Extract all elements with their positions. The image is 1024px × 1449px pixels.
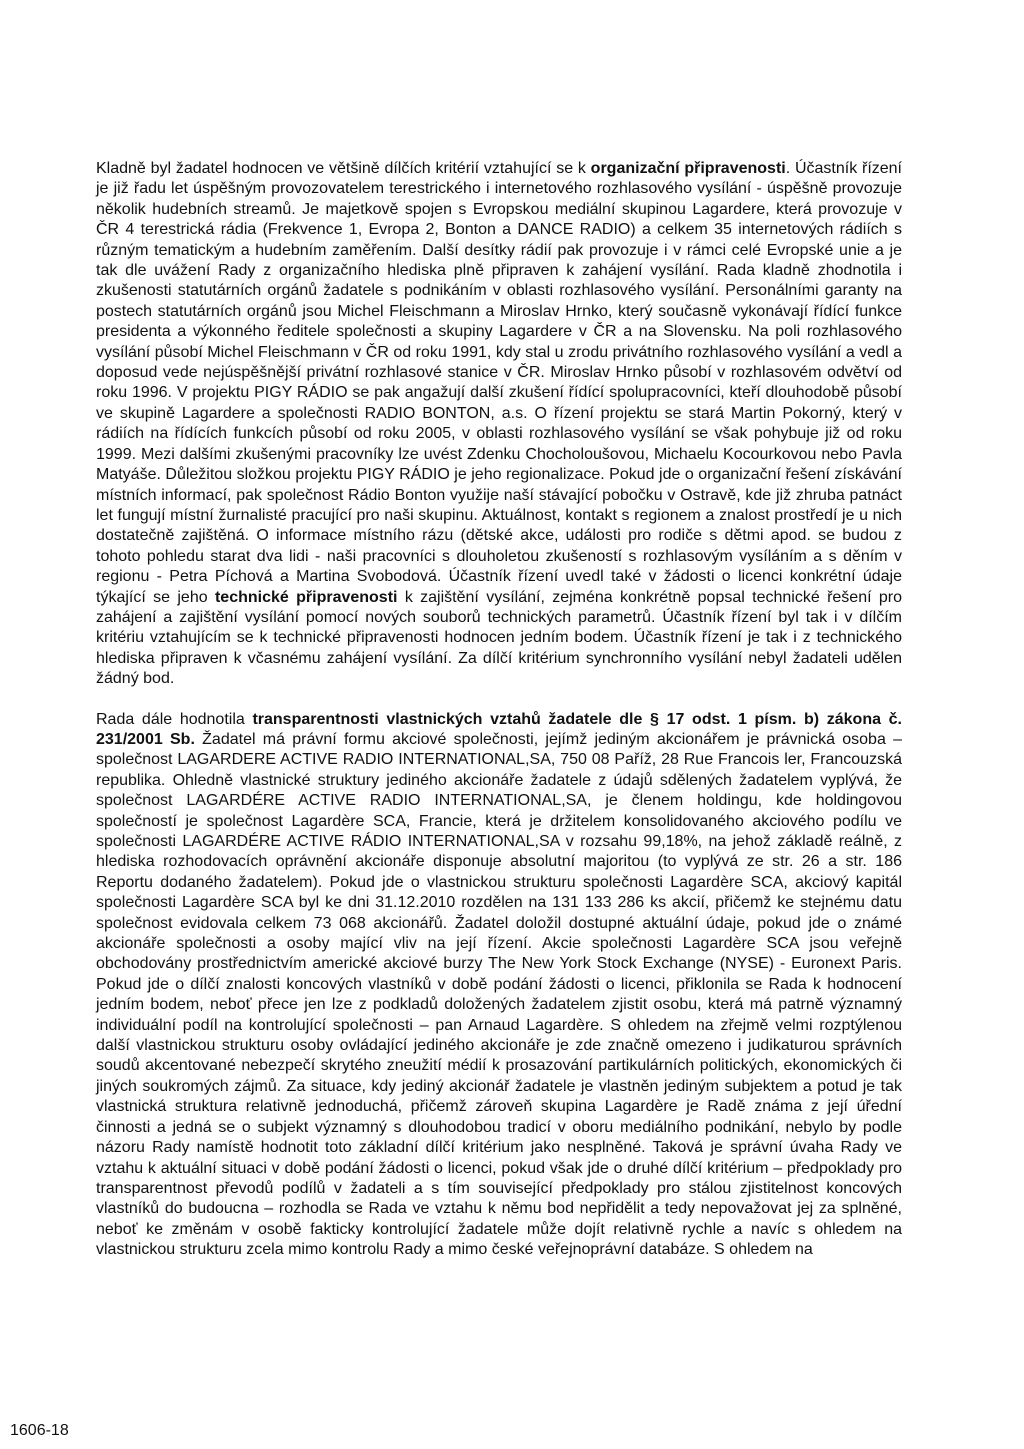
text-run: . Účastník řízení je již řadu let úspěšným provozovatelem terestrického i internetového rozhlasového vysílání - úspěšně provozuje několik hudebních streamů. Je majetkově spojen s Evropskou mediální skupinou Lagardere, která provozuje v ČR 4 terestrická rádia (Frekvence 1, Evropa 2, Bonton a DANCE RADIO) a celkem 35 internetových rádiích s různým tematickým a hudebním zaměřením. Další desítky rádií pak provozuje i v rámci celé Evropské unie a je tak dle uvážení Rady z organizačního hlediska plně připraven k zahájení vysílání. Rada kladně zhodnotila i zkušenosti statutárních orgánů žadatele s podnikáním v oblasti rozhlasového vysílání. Personálními garanty na postech statutárních orgánů jsou Michel Fleischmann a Miroslav Hrnko, který současně vykonávají řídící funkce presidenta a výkonného ředitele společnosti a skupiny Lagardere v ČR a na Slovensku. Na poli rozhlasového vysílání působí Michel Fleischmann v ČR od roku 1991, kdy stal u zrodu privátního rozhlasového vysílání a vedl a doposud vede nejúspěšnější privátní rozhlasové stanice v ČR. Miroslav Hrnko působí v rozhlasovém odvětví od roku 1996. V projektu PIGY RÁDIO se pak angažují další zkušení řídící spolupracovníci, kteří dlouhodobě působí ve skupině Lagardere a společnosti RADIO BONTON, a.s. O řízení projektu se stará Martin Pokorný, který v rádiích na řídících funkcích působí od roku 2005, v oblasti rozhlasového vysílání se však pohybuje již od roku 1999. Mezi dalšími zkušenými pracovníky lze uvést Zdenku Chocholoušovou, Michaelu Kocourkovou nebo Pavla Matyáše. Důležitou složkou projektu PIGY RÁDIO je jeho regionalizace. Pokud jde o organizační řešení získávání místních informací, pak společnost Rádio Bonton využije naší stávající pobočku v Ostravě, kde již zhruba patnáct let fungují místní žurnalisté pracující pro naši skupinu. Aktuálnost, kontakt s regionem a znalost prostředí je u nich dostatečně zajištěná. O informace místního rázu (dětské akce, události pro rodiče s dětmi apod. se budou z tohoto pohledu starat dva lidi - naši pracovníci s dlouholetou zkušeností s rozhlasovým vysíláním a s děním v regionu - Petra Píchová a Martina Svobodová. Účastník řízení uvedl také v žádosti o licenci konkrétní údaje týkající se jeho [96,160,903,606]
text-run: k zajištění vysílání, zejména konkrétně popsal technické řešení pro zahájení a zajištění vysílání pomocí nových souborů technických parametrů. Účastník řízení byl tak i v dílčím kritériu vztahujícím se k technické připravenosti hodnocen jedním bodem. Účastník řízení je tak i z technického hlediska připraven k včasnému zahájení vysílání. Za dílčí kritérium synchronního vysílání nebyl žadateli udělen žádný bod. [96,588,903,688]
page-identifier: 1606-18 [10,1422,69,1439]
text-run: Kladně byl žadatel hodnocen ve většině dílčích kritérií vztahující se k [96,160,591,177]
text-run: Žadatel má právní formu akciové společnosti, jejímž jediným akcionářem je právnická osoba – společnost LAGARDERE ACTIVE RADIO INTERNATIONAL,SA, 750 08 Paříž, 28 Rue Francois ler, Francouzská republika. Ohledně vlastnické struktury jediného akcionáře žadatele z údajů sdělených žadatelem vyplývá, že společnost LAGARDÉRE ACTIVE RADIO INTERNATIONAL,SA, je členem holdingu, kde holdingovou společností je společnost Lagardère SCA, Francie, která je držitelem konsolidovaného akciového podílu ve společnosti LAGARDÉRE ACTIVE RÁDIO INTERNATIONAL,SA v rozsahu 99,18%, na jehož základě reálně, z hlediska rozhodovacích oprávnění akcionáře disponuje absolutní majoritou (to vyplývá ze str. 26 a str. 186 Reportu dodaného žadatelem). Pokud jde o vlastnickou strukturu společnosti Lagardère SCA, akciový kapitál společnosti Lagardère SCA byl ke dni 31.12.2010 rozdělen na 131 133 286 ks akcií, přičemž ke stejnému datu společnost evidovala celkem 73 068 akcionářů. Žadatel doložil dostupné aktuální údaje, pokud jde o známé akcionáře společnosti a osoby mající vliv na její řízení. Akcie společnosti Lagardère SCA jsou veřejně obchodovány prostřednictvím americké akciové burzy The New York Stock Exchange (NYSE) - Euronext Paris. Pokud jde o dílčí znalosti koncových vlastníků v době podání žádosti o licenci, přiklonila se Rada k hodnocení jedním bodem, neboť přece jen lze z podkladů doložených žadatelem zjistit osobu, která má patrně významný individuální podíl na kontrolující společnosti – pan Arnaud Lagardère. S ohledem na zřejmě velmi rozptýlenou další vlastnickou strukturu osoby ovládající jediného akcionáře je zde značně omezeno i judikaturou správních soudů akcentované nebezpečí skrytého zneužití médií k prosazování partikulárních politických, ekonomických či jiných soukromých zájmů. Za situace, kdy jediný akcionář žadatele je vlastněn jediným subjektem a potud je tak vlastnická struktura relativně jednoduchá, přičemž zároveň skupina Lagardère je Radě známa z její úřední činnosti a jedná se o subjekt významný s dlouhodobou tradicí v oboru mediálního podnikání, nebylo by podle názoru Rady namístě hodnotit toto základní dílčí kritérium jako nesplněné. Taková je správní úvaha Rady ve vztahu k aktuální situaci v době podání žádosti o licenci, pokud však jde o druhé dílčí kritérium – předpoklady pro transparentnost převodů podílů v žadateli a s tím související předpoklady pro stálou zjistitelnost koncových vlastníků do budoucna – rozhodla se Rada ve vztahu k němu bod nepřidělit a tedy nepovažovat jej za splněné, neboť ke změnám v osobě fakticky kontrolující žadatele může dojít relativně rychle a navíc s ohledem na vlastnickou strukturu zcela mimo kontrolu Rady a mimo české veřejnoprávní databáze. S ohledem na [96,730,902,1259]
paragraph-organizational-readiness [96,159,902,690]
bold-run-organizacni-pripravenosti: organizační připravenosti [590,160,786,177]
text-run: Rada dále hodnotila [96,710,253,728]
document-body [96,159,902,1281]
paragraph-ownership-transparency [96,710,902,1261]
bold-run-technicke-pripravenosti: technické připravenosti [214,588,398,606]
bold-run-transparentnost: transparentnosti vlastnických vztahů žadatele dle § 17 odst. 1 písm. b) zákona č. 231/2001 Sb. [96,710,902,748]
